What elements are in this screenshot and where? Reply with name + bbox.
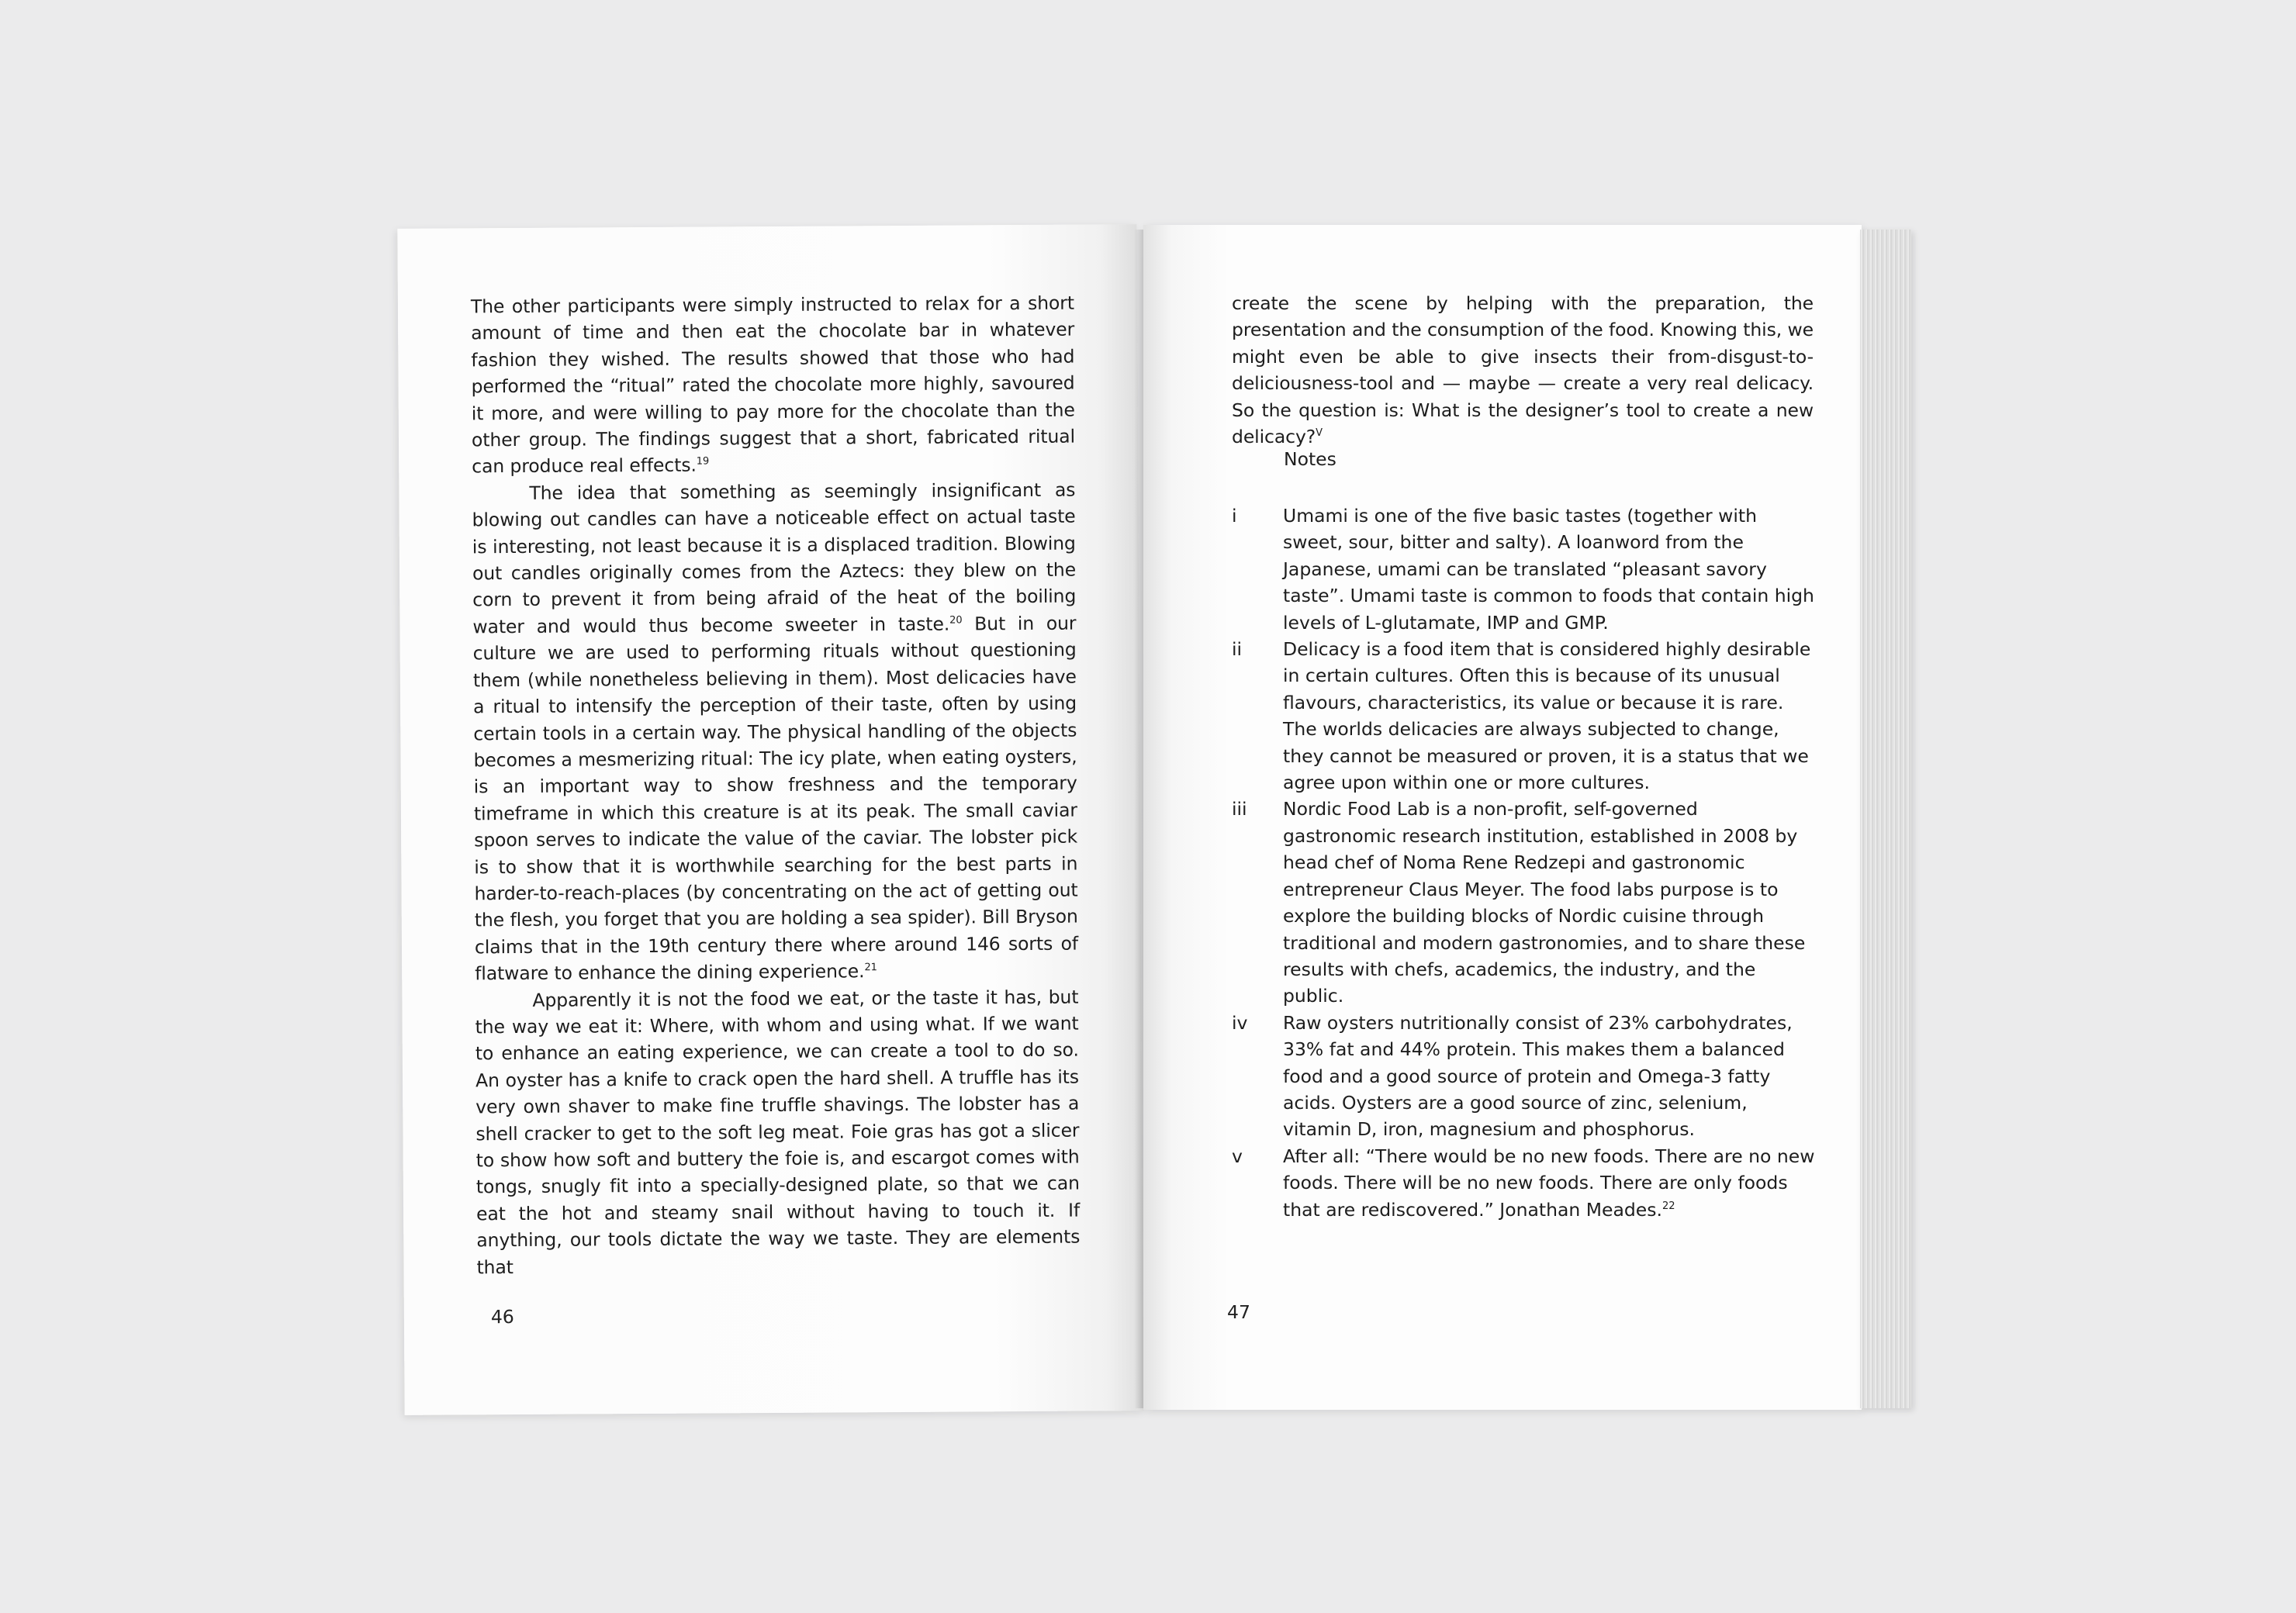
right-page [1143, 225, 1862, 1410]
note-text: Delicacy is a food item that is considered highly desirable in certain cultures. Often this is because of its unusual flavours, characteristics, its value or because it is rare. The worlds delicacies are always subjected to change, they cannot be measured or proven, it is a status that we agree upon within one or more cultures. [1283, 638, 1811, 794]
page-number-left: 46 [490, 1306, 514, 1328]
note-text-body: After all: “There would be no new foods. There are no new foods. There will be no new foods. There are only foods that are rediscovered.” Jonathan Meades. [1283, 1145, 1815, 1221]
note-text: Raw oysters nutritionally consist of 23% carbohydrates, 33% fat and 44% protein. This makes them a balanced food and a good source of protein and Omega-3 fatty acids. Oysters are a good source of zinc, selenium, vitamin D, iron, magnesium and phosphorus. [1283, 1011, 1793, 1141]
paragraph-2 [472, 476, 1078, 986]
note-ref-v: V [1316, 427, 1323, 440]
note-text [1283, 1143, 1815, 1223]
paragraph-1 [471, 290, 1075, 481]
note-number: iv [1232, 1011, 1248, 1034]
note-number: iii [1232, 798, 1247, 820]
paragraph-3 [475, 983, 1080, 1280]
book-page-edges [1860, 230, 1911, 1408]
note-text: Umami is one of the five basic tastes (together with sweet, sour, bitter and salty). A loanword from the Japanese, umami can be translated “pleasant savory taste”. Umami taste is common to foods that contain high levels of L-glutamate, IMP and GMP. [1283, 505, 1814, 634]
intro-text: create the scene by helping with the preparation, the presentation and the consumption of the food. Knowing this, we might even be able to give insects their from-disgust-to-deliciousness-tool and — maybe — create a very real delicacy. So the question is: What is the designer’s tool to create a new delicacy? [1232, 292, 1814, 448]
footnote-ref-20: 20 [949, 614, 963, 627]
footnote-ref-22: 22 [1661, 1200, 1675, 1212]
paragraph-1-text: The other participants were simply instructed to relax for a short amount of time and then eat the chocolate bar in whatever fashion they wished. The results showed that those who had performed the “ritual” rated the chocolate more highly, savoured it more, and were willing to pay more for the chocolate than the other group. The findings suggest that a short, fabricated ritual can produce real effects. [470, 292, 1076, 478]
footnote-ref-19: 19 [696, 455, 710, 468]
note-number: ii [1232, 638, 1243, 661]
note-item [1232, 1010, 1815, 1143]
right-page-intro [1232, 290, 1814, 450]
note-item [1232, 1143, 1815, 1223]
paragraph-2-text: The idea that something as seemingly insignificant as blowing out candles can have a noticeable effect on actual taste is interesting, not least because it is a displaced tradition. Blowing out candles originally comes from the Aztecs: they blew on the corn to prevent it from being afraid of the heat of the boiling water and would thus become sweeter in taste. [472, 478, 1077, 638]
note-item [1232, 796, 1815, 1009]
paragraph-3-text: Apparently it is not the food we eat, or the taste it has, but the way we eat it: Where, with whom and using what. If we want to enhance an eating experience, we can create a tool to do so. An oyster has a knife to crack open the hard shell. A truffle has its very own shaver to make fine truffle shavings. The lobster has a shell cracker to get to the soft leg meat. Foie gras has got a slicer to show how soft and buttery the foie is, and escargot comes with tongs, snugly fit into a specially-designed plate, so that we can eat the hot and steamy snail without having to touch it. If anything, our tools dictate the way we taste. They are elements that [475, 986, 1081, 1278]
page-number-right: 47 [1227, 1301, 1250, 1323]
notes-list [1232, 503, 1815, 1223]
note-number: i [1232, 505, 1237, 527]
footnote-ref-21: 21 [864, 962, 877, 974]
note-item [1232, 503, 1815, 636]
left-page-body [471, 290, 1081, 1281]
paragraph-2-text-continued: But in our culture we are used to performing rituals without questioning them (while nonetheless believing in them). Most delicacies have a ritual to intensify the perception of their taste, often by using certain tools in a certain way. The physical handling of the objects becomes a mesmerizing ritual: The icy plate, when eating oysters, is an important way to show freshness and the temporary timeframe in which this creature is at its peak. The small caviar spoon serves to indicate the value of the caviar. The lobster pick is to show that it is worthwhile searching for the best parts in harder-to-reach-places (by concentrating on the act of getting out the flesh, you forget that you are holding a sea spider). Bill Bryson claims that in the 19th century there where around 146 sorts of flatware to enhance the dining experience. [472, 612, 1079, 985]
note-number: v [1232, 1145, 1243, 1167]
left-page [397, 224, 1143, 1415]
note-item [1232, 636, 1815, 796]
notes-heading: Notes [1284, 448, 1336, 470]
note-text: Nordic Food Lab is a non-profit, self-governed gastronomic research institution, established in 2008 by head chef of Noma Rene Redzepi and gastronomic entrepreneur Claus Meyer. The food labs purpose is to explore the building blocks of Nordic cuisine through traditional and modern gastronomies, and to share these results with chefs, academics, the industry, and the public. [1283, 798, 1806, 1007]
